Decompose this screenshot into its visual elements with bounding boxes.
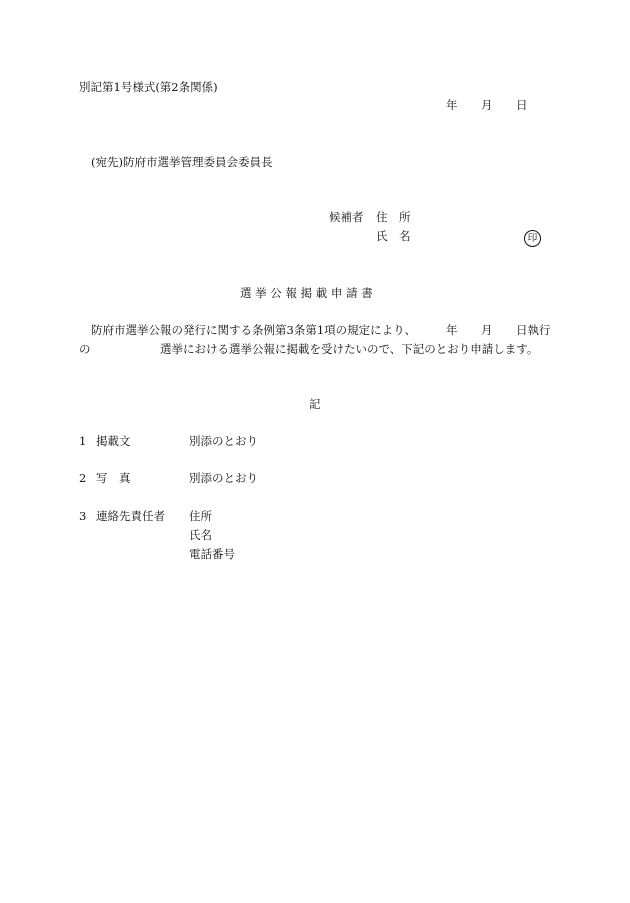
addressee: (宛先)防府市選挙管理委員会委員長 (91, 155, 273, 169)
item-2-number: 2 (79, 471, 87, 485)
item-1-number: 1 (79, 434, 87, 448)
ki-heading: 記 (309, 397, 321, 411)
body-line-2: 選挙における選挙公報に掲載を受けたいので、下記のとおり申請します。 (160, 342, 539, 356)
document-title: 選 挙 公 報 掲 載 申 請 書 (240, 286, 373, 300)
candidate-name-label: 氏 名 (376, 229, 411, 243)
item-3-number: 3 (79, 509, 87, 523)
item-3-address: 住所 (189, 509, 212, 523)
body-year-label: 年 (446, 323, 458, 337)
form-reference: 別記第1号様式(第2条関係) (79, 80, 218, 94)
candidate-address-label: 住 所 (376, 210, 411, 224)
date-month-label: 月 (481, 98, 493, 112)
seal-mark: 印 (524, 230, 541, 247)
date-day-label: 日 (516, 98, 528, 112)
body-day-label: 日執行 (516, 323, 551, 337)
item-3-name: 氏名 (189, 528, 212, 542)
body-line-1: 防府市選挙公報の発行に関する条例第3条第1項の規定により、 (91, 323, 417, 337)
item-3-label: 連絡先責任者 (96, 509, 165, 523)
body-month-label: 月 (481, 323, 493, 337)
item-2-value: 別添のとおり (189, 471, 258, 485)
date-year-label: 年 (446, 98, 458, 112)
item-2-label: 写 真 (96, 471, 131, 485)
item-1-value: 別添のとおり (189, 434, 258, 448)
item-1-label: 掲載文 (96, 434, 131, 448)
body-line-2-no: の (79, 342, 91, 356)
candidate-role-label: 候補者 (329, 210, 364, 224)
item-3-phone: 電話番号 (189, 547, 235, 561)
